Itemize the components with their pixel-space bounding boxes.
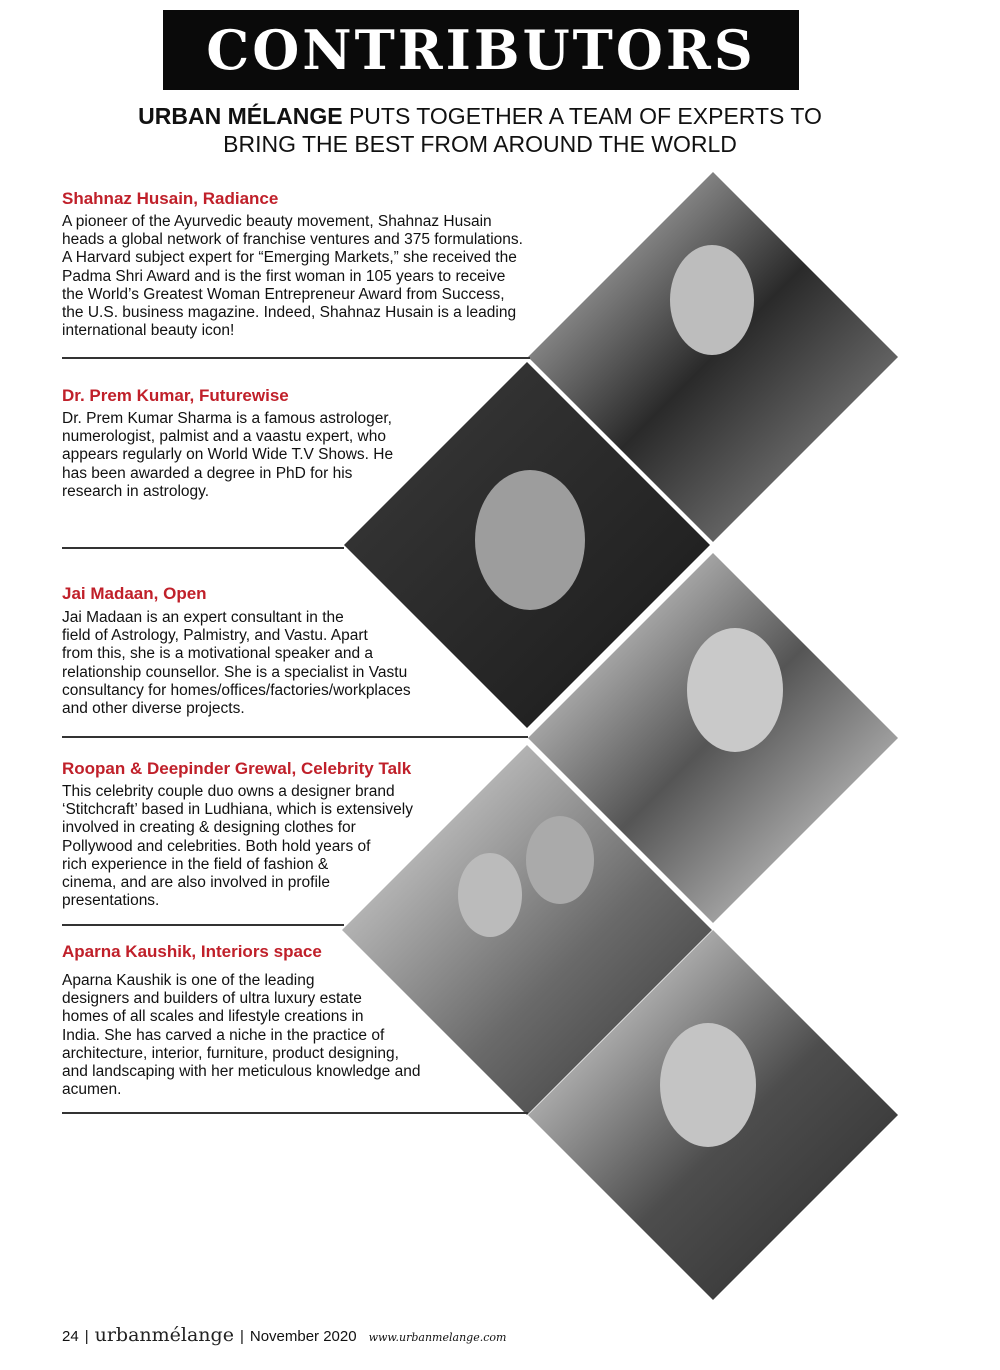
divider: [62, 357, 530, 359]
footer-date: November 2020: [249, 1328, 357, 1345]
contributor-bio: Dr. Prem Kumar Sharma is a famous astrologer, numerologist, palmist and a vaastu expert, who appears regularly on World Wide T.V Shows. He has been awarded a degree in PhD for his research in astrology.: [62, 410, 394, 500]
page-title: CONTRIBUTORS: [206, 18, 756, 82]
contributor-bio: This celebrity couple duo owns a designer brand ‘Stitchcraft’ based in Ludhiana, which is extensively involved in creating & designing clothes for Pollywood and celebrities. Both hold years of rich experience in the field of fashion & cinema, and are also involved in profile presentations.: [62, 783, 413, 910]
photo-shahnaz-face: [670, 245, 754, 355]
contributor-bio: Jai Madaan is an expert consultant in the field of Astrology, Palmistry, and Vastu. Apart from this, she is a motivational speaker and a relationship counsellor. She is a specialist in Vastu consultancy for homes/offices/factories/workplaces and other diverse projects.: [62, 609, 411, 718]
subtitle-line1: PUTS TOGETHER A TEAM OF EXPERTS TO: [342, 103, 822, 129]
page-number: 24: [62, 1328, 79, 1345]
photo-grewal-face-2: [526, 816, 594, 904]
footer-separator: |: [239, 1328, 244, 1345]
footer-separator: |: [84, 1328, 89, 1345]
subtitle-brand: URBAN MÉLANGE: [138, 103, 343, 129]
photo-grewal-face-1: [458, 853, 522, 937]
divider: [62, 924, 344, 926]
contributor-name: Roopan & Deepinder Grewal, Celebrity Talk: [62, 759, 412, 778]
contributor-name: Shahnaz Husain, Radiance: [62, 189, 279, 208]
footer-url: www.urbanmelange.com: [368, 1331, 507, 1344]
photo-jai-face: [687, 628, 783, 752]
contributor-bio: A pioneer of the Ayurvedic beauty movement, Shahnaz Husain heads a global network of franchise ventures and 375 formulations. A Harvard subject expert for “Emerging Markets,” she received the Padma Shri Award and is the first woman in 105 years to receive the World’s Greatest Woman Entrepreneur Award from Success, the U.S. business magazine. Indeed, Shahnaz Husain is a leading international beauty icon!: [62, 213, 523, 340]
contributor-name: Jai Madaan, Open: [62, 584, 207, 603]
subtitle-line2: BRING THE BEST FROM AROUND THE WORLD: [223, 131, 737, 157]
contributor-bio: Aparna Kaushik is one of the leading designers and builders of ultra luxury estate homes of all scales and lifestyle creations in India. She has carved a niche in the practice of architecture, interior, furniture, product designing, and landscaping with her meticulous knowledge and acumen.: [62, 972, 421, 1099]
footer-brand: urbanmélange: [94, 1324, 234, 1346]
page-footer: [62, 1324, 506, 1346]
photo-aparna-face: [660, 1023, 756, 1147]
contributor-name: Aparna Kaushik, Interiors space: [62, 942, 322, 961]
divider: [62, 547, 344, 549]
divider: [62, 736, 528, 738]
photo-prem-face: [475, 470, 585, 610]
contributor-name: Dr. Prem Kumar, Futurewise: [62, 386, 289, 405]
divider: [62, 1112, 528, 1114]
